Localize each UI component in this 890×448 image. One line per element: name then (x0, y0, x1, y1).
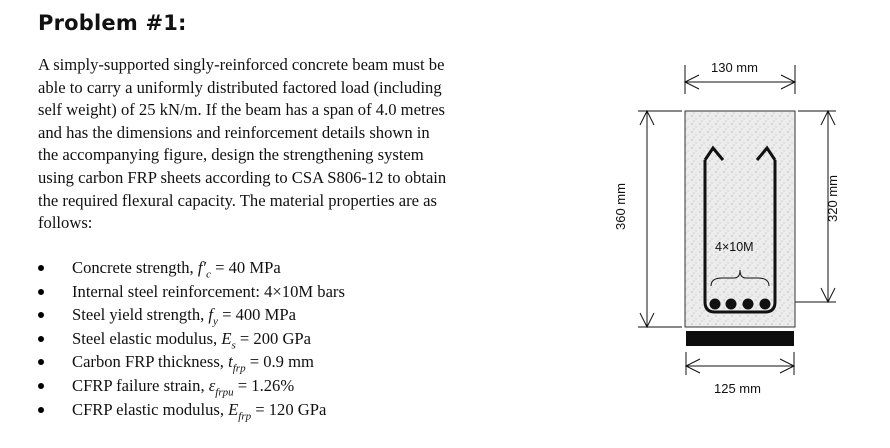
statement-line: the accompanying figure, design the strengthening system (38, 145, 424, 165)
statement-line: the required flexural capacity. The material properties are as (38, 190, 437, 210)
rebar-3 (743, 299, 754, 310)
height-label: 360 mm (613, 183, 628, 230)
cross-section-drawing (610, 50, 880, 410)
rebar-1 (710, 299, 721, 310)
rebar-4 (760, 299, 771, 310)
frp-width-label: 125 mm (714, 381, 761, 396)
width-dimension-125 (686, 352, 794, 375)
height-dimension-360 (638, 111, 682, 327)
property-steel-modulus: Steel elastic modulus, $E_s = 200$ GPa (38, 327, 345, 351)
bars-label: 4×10M (715, 240, 754, 254)
property-steel-yield: Steel yield strength, $f_y = 400$ MPa (38, 303, 345, 327)
statement-line: self weight) of 25 kN/m. If the beam has a span of 4.0 metres (38, 100, 445, 120)
bullet-icon (38, 312, 44, 318)
beam-cross-section-figure (610, 50, 880, 410)
rebar-2 (726, 299, 737, 310)
bullet-icon (38, 383, 44, 389)
bullet-icon (38, 407, 44, 413)
statement-line: able to carry a uniformly distributed factored load (including (38, 77, 442, 97)
statement-line: follows: (38, 213, 93, 233)
depth-label: 320 mm (825, 175, 840, 222)
property-steel-reinforcement: Internal steel reinforcement: 4×10M bars (38, 280, 345, 304)
bullet-icon (38, 336, 44, 342)
width-label: 130 mm (711, 60, 758, 75)
problem-title: Problem #1: (38, 11, 187, 35)
property-frp-modulus: CFRP elastic modulus, $E_{frp} = 120$ GPa (38, 398, 345, 422)
cfrp-sheet (686, 331, 794, 346)
problem-statement (38, 54, 504, 235)
statement-line: and has the dimensions and reinforcement details shown in (38, 122, 430, 142)
property-frp-failure-strain: CFRP failure strain, $\varepsilon_{frpu} = 1.26\%$ (38, 374, 345, 398)
bullet-icon (38, 289, 44, 295)
property-frp-thickness: Carbon FRP thickness, $t_{frp} = 0.9$ mm (38, 350, 345, 374)
bullet-icon (38, 265, 44, 271)
statement-line: A simply-supported singly-reinforced concrete beam must be (38, 55, 445, 74)
bullet-icon (38, 359, 44, 365)
material-properties-list (38, 256, 345, 421)
property-concrete-strength: Concrete strength, $f'_c = 40$ MPa (38, 256, 345, 280)
concrete-section (685, 111, 795, 327)
statement-line: using carbon FRP sheets according to CSA S806-12 to obtain (38, 167, 447, 187)
